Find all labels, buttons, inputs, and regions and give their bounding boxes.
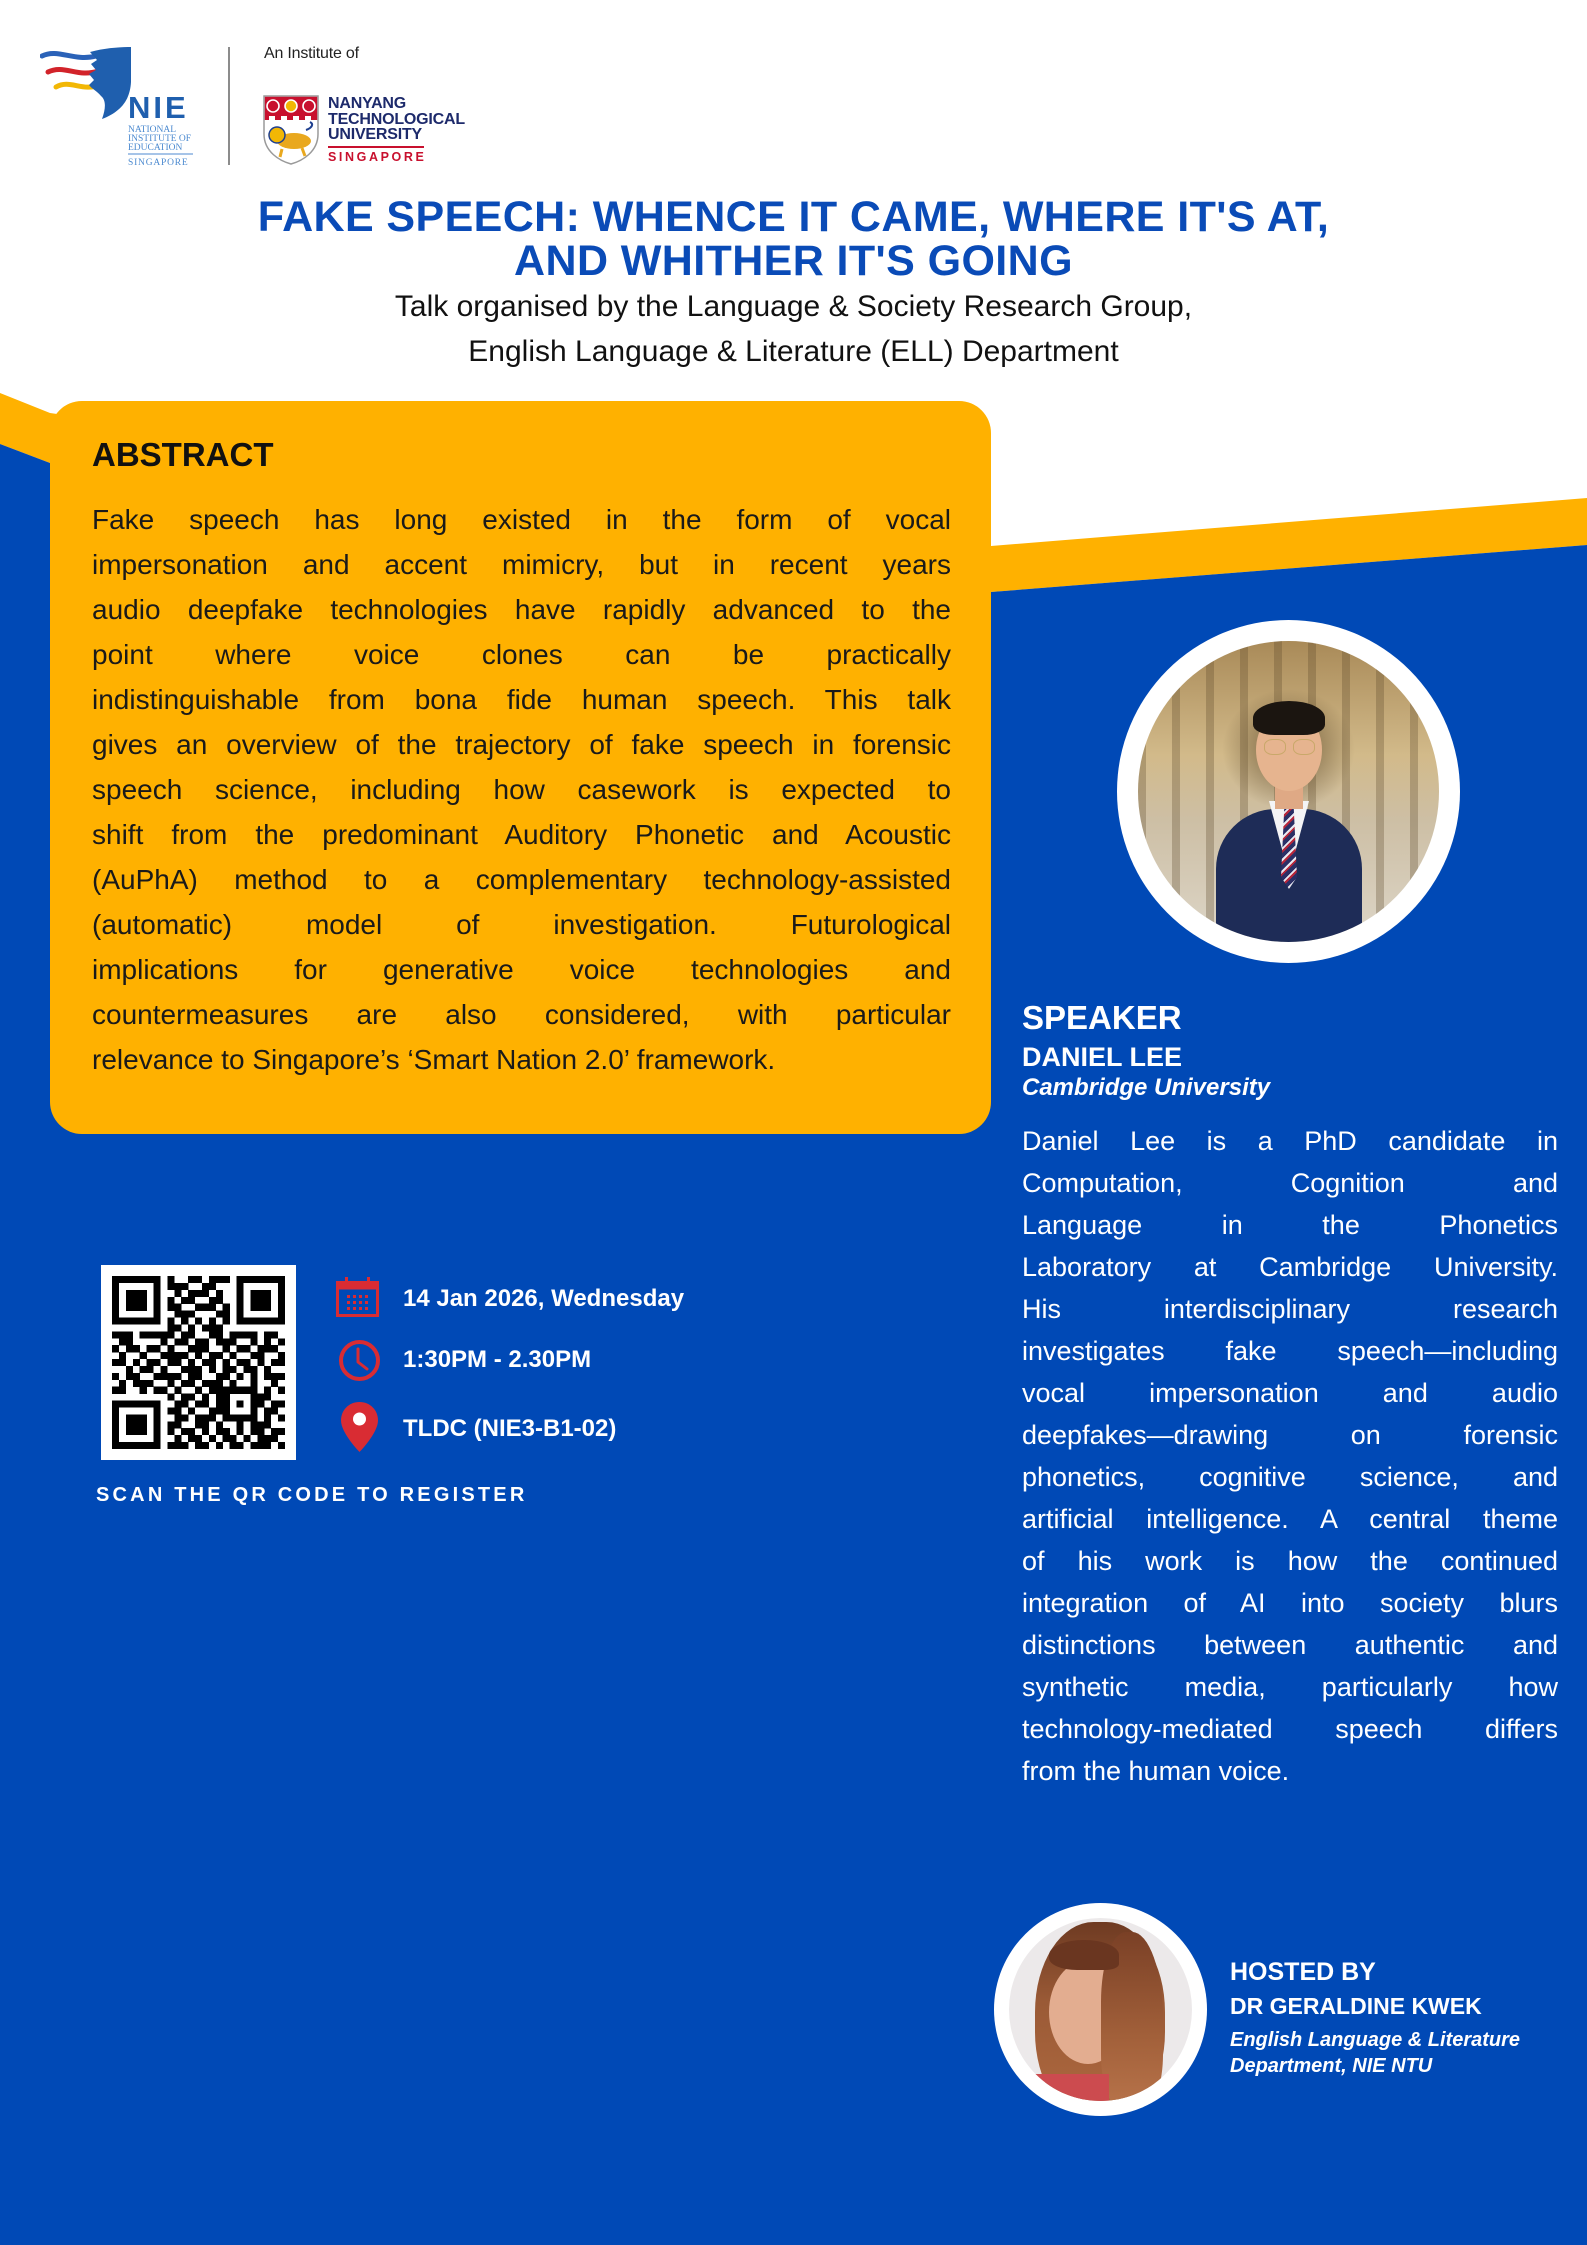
qr-code-matrix — [101, 1265, 296, 1460]
bio-line: distinctions between authentic and — [1022, 1630, 1558, 1660]
bio-line: vocal impersonation and audio — [1022, 1378, 1558, 1408]
abstract-line: countermeasures are also considered, with particular — [92, 999, 951, 1030]
host-affiliation — [1230, 2027, 1520, 2079]
ntu-line: NANYANG — [328, 95, 407, 112]
abstract-line: gives an overview of the trajectory of fake speech in forensic — [92, 729, 951, 760]
title-line: AND WHITHER IT'S GOING — [514, 237, 1073, 285]
host-top — [1009, 2074, 1109, 2101]
abstract-line: indistinguishable from bona fide human speech. This talk — [92, 684, 951, 715]
ntu-line: UNIVERSITY — [328, 126, 423, 143]
abstract-line: Fake speech has long existed in the form of vocal — [92, 504, 951, 535]
speaker-glasses — [1264, 739, 1286, 755]
abstract-line: implications for generative voice technologies and — [92, 954, 951, 985]
title-line: FAKE SPEECH: WHENCE IT CAME, WHERE IT'S AT, — [257, 193, 1330, 241]
bio-line: technology-mediated speech differs — [1022, 1714, 1558, 1744]
bio-line: from the human voice. — [1022, 1756, 1290, 1786]
nie-line: SINGAPORE — [128, 158, 189, 168]
nie-logo — [40, 44, 200, 170]
host-photo — [1009, 1918, 1192, 2101]
clock-icon — [338, 1339, 381, 1382]
speaker-affiliation: Cambridge University — [1022, 1074, 1271, 1101]
ntu-crest-icon — [262, 94, 320, 166]
bio-line: Daniel Lee is a PhD candidate in — [1022, 1126, 1558, 1156]
location-pin-icon — [341, 1402, 378, 1452]
abstract-line: (automatic) model of investigation. Futurological — [92, 909, 951, 940]
institute-label: An Institute of — [264, 45, 359, 62]
nie-line: NATIONAL — [128, 125, 177, 135]
calendar-icon — [335, 1276, 380, 1318]
subtitle-line: Talk organised by the Language & Society Research Group, — [394, 290, 1193, 323]
host-fringe — [1049, 1940, 1119, 1970]
nie-line: INSTITUTE OF — [128, 134, 192, 144]
bio-line: integration of AI into society blurs — [1022, 1588, 1558, 1618]
bio-line: phonetics, cognitive science, and — [1022, 1462, 1558, 1492]
speaker-hair — [1253, 701, 1325, 735]
bio-line: Laboratory at Cambridge University. — [1022, 1252, 1558, 1282]
speaker-bio — [1022, 1120, 1558, 1792]
abstract-line: (AuPhA) method to a complementary technology-assisted — [92, 864, 951, 895]
page-title — [0, 195, 1587, 283]
bio-line: His interdisciplinary research — [1022, 1294, 1558, 1324]
bio-line: Computation, Cognition and — [1022, 1168, 1558, 1198]
host-affiliation-line: Department, NIE NTU — [1230, 2055, 1433, 2077]
event-venue: TLDC (NIE3-B1-02) — [403, 1415, 617, 1442]
ntu-wordmark — [328, 96, 465, 143]
nie-streak-red — [48, 69, 98, 73]
abstract-line: relevance to Singapore’s ‘Smart Nation 2.0’ framework. — [92, 1044, 776, 1075]
speaker-photo — [1138, 641, 1439, 942]
bio-line: artificial intelligence. A central theme — [1022, 1504, 1558, 1534]
bio-line: investigates fake speech—including — [1022, 1336, 1558, 1366]
speaker-heading: SPEAKER — [1022, 999, 1182, 1036]
bio-line: of his work is how the continued — [1022, 1546, 1558, 1576]
abstract-text — [92, 497, 951, 1082]
abstract-line: shift from the predominant Auditory Phonetic and Acoustic — [92, 819, 951, 850]
host-affiliation-line: English Language & Literature — [1230, 2029, 1521, 2051]
nie-wordmark: NIE — [128, 90, 189, 125]
bio-line: deepfakes—drawing on forensic — [1022, 1420, 1558, 1450]
event-date: 14 Jan 2026, Wednesday — [403, 1285, 685, 1312]
abstract-line: impersonation and accent mimicry, but in recent years — [92, 549, 951, 580]
bio-line: Language in the Phonetics — [1022, 1210, 1558, 1240]
subtitle-line: English Language & Literature (ELL) Department — [468, 335, 1119, 368]
event-time: 1:30PM - 2.30PM — [403, 1346, 592, 1373]
abstract-heading: ABSTRACT — [92, 436, 274, 473]
nie-line: EDUCATION — [128, 143, 183, 153]
ntu-country: SINGAPORE — [328, 150, 427, 164]
abstract-line: point where voice clones can be practically — [92, 639, 951, 670]
nie-streak-blue — [42, 53, 96, 57]
qr-caption: SCAN THE QR CODE TO REGISTER — [96, 1484, 528, 1506]
subtitle — [0, 284, 1587, 374]
speaker-name: DANIEL LEE — [1022, 1042, 1183, 1072]
abstract-line: speech science, including how casework is expected to — [92, 774, 951, 805]
ntu-rule — [328, 146, 424, 148]
abstract-line: audio deepfake technologies have rapidly advanced to the — [92, 594, 951, 625]
host-name: DR GERALDINE KWEK — [1230, 1993, 1482, 2019]
registration-qr-code — [101, 1265, 296, 1460]
speaker-glasses — [1293, 739, 1315, 755]
bio-line: synthetic media, particularly how — [1022, 1672, 1558, 1702]
nie-lion-shield-icon — [89, 47, 131, 119]
logo-divider — [228, 47, 230, 165]
host-heading: HOSTED BY — [1230, 1958, 1376, 1986]
ntu-line: TECHNOLOGICAL — [328, 110, 465, 128]
